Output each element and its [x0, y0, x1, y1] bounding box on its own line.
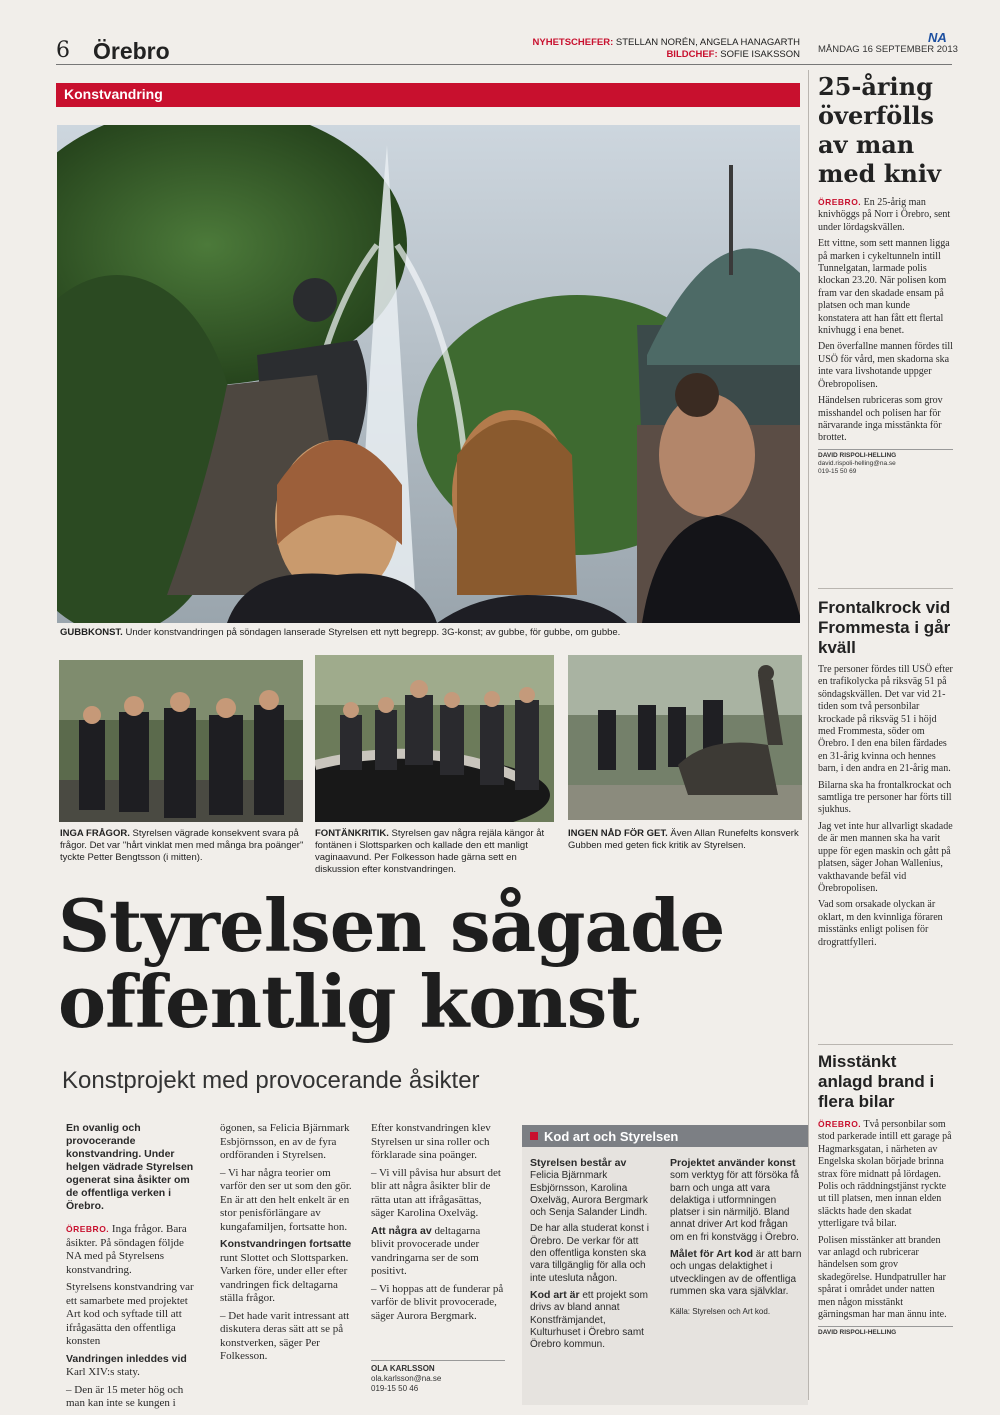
staff-credits [520, 37, 800, 61]
photo-chief: SOFIE ISAKSSON [720, 49, 800, 60]
dateline: ÖREBRO. [66, 1224, 110, 1234]
col1-p3: Karl XIV:s staty. [66, 1366, 140, 1378]
sidebar-3-dateline: ÖREBRO. [818, 1119, 862, 1129]
sidebar-2-p3: Jag vet inte hur allvarligt skadade de är men mannen ska ha varit uppe för egen maskin och gått på platsen, säger Johan Wallenius, vakthavande befäl vid Örebropolisen. [818, 820, 953, 894]
main-photo-caption [60, 627, 800, 639]
col3-p2: – Vi vill påvisa hur absurt det blir att några åsikter blir de rätta utan att ifrågasättas, säger Karolina Oxelväg. [371, 1166, 501, 1219]
fb-left-p3: ett projekt som drivs av bland annat Konstfrämjandet, Kulturhuset i Örebro samt Örebro kommun. [530, 1289, 648, 1351]
caption-2-lead: FONTÄNKRITIK. [315, 828, 389, 839]
issue-date: MÅNDAG 16 SEPTEMBER 2013 [818, 44, 958, 55]
sidebar-2-p2: Bilarna ska ha frontalkrockat och samtliga tre personer har förts till sjukhus. [818, 779, 952, 816]
sidebar-rule-1 [818, 588, 953, 589]
col1-p3-lead: Vandringen inleddes vid [66, 1352, 187, 1365]
col3-p3: deltagarna blivit provocerade under vandringarna ser de som positivt. [371, 1224, 481, 1277]
photo-chief-label: BILDCHEF: [666, 49, 718, 60]
kicker-label: Konstvandring [64, 86, 163, 102]
col2-p1: ögonen, sa Felicia Bjärnmark Esbjörnsson, en av de fyra ordföranden i Styrelsen. [220, 1122, 350, 1161]
col1-p1: Inga frågor. Bara åsikter. På söndagen följde NA med på Styrelsens konstvandring. [66, 1223, 187, 1276]
headline [58, 883, 808, 1044]
fb-right-p1-lead: Projektet använder konst [670, 1157, 796, 1169]
col3-p3-lead: Att några av [371, 1224, 432, 1237]
headline-line-1: Styrelsen sågade [58, 883, 725, 968]
col1-p4: – Den är 15 meter hög och man kan inte se kungen i [66, 1383, 184, 1409]
article-column-3 [371, 1122, 505, 1327]
sidebar-1-byline-name: DAVID RISPOLI-HELLING [818, 451, 897, 459]
main-caption-lead: GUBBKONST. [60, 627, 123, 638]
main-photo [57, 125, 800, 623]
col2-p4: – Det hade varit intressant att diskutera deras sätt att se på konstverken, säger Per Folkesson. [220, 1309, 350, 1362]
page-number: 6 [56, 38, 70, 63]
subhead: Konstprojekt med provocerande åsikter [62, 1067, 480, 1094]
news-chiefs-label: NYHETSCHEFER: [532, 37, 614, 48]
sidebar-2-p4: Vad som orsakade olyckan är oklart, m den kvinnliga föraren misstänks enligt polisen för drograttfylleri. [818, 899, 943, 948]
col3-p4: – Vi hoppas att de funderar på varför de blivit provocerade, säger Aurora Bergmark. [371, 1282, 504, 1322]
factbox [522, 1125, 808, 1405]
sidebar-2-headline: Frontalkrock vid Frommesta i går kväll [818, 598, 951, 657]
article-column-2 [220, 1122, 355, 1368]
small-photo-1 [59, 660, 303, 822]
col3-p1: Efter konstvandringen klev Styrelsen ur sina roller och förklarade sina poänger. [371, 1122, 491, 1161]
small-photo-3 [568, 655, 802, 820]
sidebar-3-headline: Misstänkt anlagd brand i flera bilar [818, 1052, 935, 1111]
article-ingress: En ovanlig och provocerande konstvandring. Under helgen vädrade Styrelsen ogenerat sina åsikter om de offentliga verken i Örebro. [66, 1122, 194, 1212]
fb-left-p1: Felicia Bjärnmark Esbjörnsson, Karolina Oxelväg, Aurora Bergmark och Senja Salander Lindh. [530, 1170, 648, 1219]
small-photo-2 [315, 655, 554, 822]
sidebar-1-dateline: ÖREBRO. [818, 197, 862, 207]
col2-p3-lead: Konstvandringen fortsatte [220, 1238, 352, 1250]
small-photo-2-caption [315, 828, 557, 876]
caption-3-text: Även Allan Runefelts konsverk Gubben med geten fick kritik av Styrelsen. [568, 828, 799, 851]
caption-2-text: Styrelsen gav några rejäla kängor åt fontänen i Slottsparken och kallade den ett manligt vaginaavund. Per Folkesson hade gärna sett en diskussion efter konstvandringen. [315, 828, 545, 875]
fb-right-p1: som verktyg för att försöka få barn och unga att vara delaktiga i utformningen platser i sin närmiljö. Bland annat driver Art kod frågan om en fri konstvägg i Örebro. [670, 1170, 799, 1243]
col2-p3: runt Slottet och Slottsparken. Varken före, under eller efter vandringen fick deltagarna ställa frågor. [220, 1251, 349, 1304]
col1-p2: Styrelsens konstvandring var ett samarbete med projektet Art kod och syftade till att ifrågasätta den offentliga konsten [66, 1281, 194, 1347]
main-caption-text: Under konstvandringen på söndagen lanserade Styrelsen ett nytt begrepp. 3G-konst; av gubbe, för gubbe, om gubbe. [122, 627, 621, 638]
newspaper-logo: NA [928, 30, 947, 45]
factbox-bullet-icon [530, 1132, 538, 1140]
factbox-left [530, 1157, 655, 1355]
sidebar-1-p4: Händelsen rubriceras som grov misshandel och polisen har för närvarande inga misstänkta för brottet. [818, 395, 943, 444]
fb-right-p2-lead: Målet för Art kod [670, 1248, 754, 1261]
sidebar-3-p1: Två personbilar som stod parkerade intill ett garage på Hagmarksgatan, i närheten av Engelska skolan började brinna strax före midnatt på lördagen. Polis och räddningstjänst ryckte ut till platsen, men innan elden släckts hade den skadat ytterligare två bilar. [818, 1119, 952, 1230]
sidebar-divider [808, 70, 809, 1400]
article-byline [371, 1360, 505, 1394]
section-title: Örebro [93, 38, 170, 64]
fb-left-p3-lead: Kod art är [530, 1288, 580, 1301]
sidebar-1-p3: Den överfallne mannen fördes till USÖ för vård, men skadorna ska inte vara livshotande uppger Örebropolisen. [818, 341, 953, 390]
sidebar-rule-2 [818, 1044, 953, 1045]
sidebar-3-p2: Polisen misstänker att branden var anlagd och rubricerar händelsen som grov skadegörelse. Hundpatruller har spårat i området under natten men någon misstänkt gärningsman har man ännu inte. [818, 1234, 947, 1321]
kicker-bar [56, 83, 800, 107]
news-chiefs: STELLAN NORÉN, ANGELA HANAGARTH [615, 37, 800, 48]
sidebar-2-p1: Tre personer fördes till USÖ efter en trafikolycka på riksväg 51 på söndagskvällen. Det var vid 21-tiden som två personbilar krockade på riksväg 51 i höjd med Frommesta, söder om Örebro. I den ena bilen färdades en 31-årig kvinna och hennes barn, i den andra en 21-årig man. [818, 664, 953, 775]
caption-1-text: Styrelsen vägrade konsekvent svara på frågor. Det var "hårt vinklat men med många bra poänger" tyckte Petter Bengtsson (i mitten). [60, 828, 304, 863]
col2-p2: – Vi har några teorier om varför den ser ut som den gör. En är att den helt enkelt är en stor penisförlängare av kungafamiljen, fortsatte hon. [220, 1166, 352, 1233]
factbox-header [522, 1125, 808, 1147]
sidebar-1-p2: Ett vittne, som sett mannen ligga på marken i cykeltunneln intill Tunnelgatan, larmade polis klockan 23.20. När polisen kom fram var den skadade ensam på platsen och man kunde konstatera att han fått ett flertal knivhugg i ena benet. [818, 238, 950, 337]
factbox-right [670, 1157, 802, 1323]
byline-name: OLA KARLSSON [371, 1364, 435, 1373]
article-column-1 [66, 1122, 201, 1415]
sidebar-1-byline [818, 449, 953, 476]
fb-left-p2: De har alla studerat konst i Örebro. De verkar för att den offentliga konsten ska vara tillgänglig för alla och inte utesluta någon. [530, 1223, 649, 1284]
sidebar-story-1 [818, 72, 953, 476]
small-photo-1-caption [60, 828, 304, 864]
sidebar-story-3 [818, 1052, 953, 1336]
header-rule [56, 64, 952, 65]
small-photo-3-caption [568, 828, 800, 852]
caption-1-lead: INGA FRÅGOR. [60, 828, 130, 839]
caption-3-lead: INGEN NÅD FÖR GET. [568, 828, 668, 839]
sidebar-1-byline-phone: 019-15 50 69 [818, 467, 857, 475]
fb-left-p1-lead: Styrelsen består av [530, 1157, 627, 1169]
sidebar-1-p1: En 25-årig man knivhöggs på Norr i Örebro, sent under lördagskvällen. [818, 197, 951, 233]
sidebar-1-headline: 25-åring överfölls av man med kniv [818, 72, 941, 188]
byline-phone: 019-15 50 46 [371, 1384, 419, 1393]
headline-line-2: offentlig konst [58, 959, 639, 1044]
sidebar-1-byline-email: david.rispoli-helling@na.se [818, 459, 896, 467]
byline-email: ola.karlsson@na.se [371, 1374, 442, 1383]
factbox-source: Källa: Styrelsen och Art kod. [670, 1307, 771, 1317]
factbox-title: Kod art och Styrelsen [544, 1128, 679, 1144]
sidebar-3-byline: DAVID RISPOLI-HELLING [818, 1326, 953, 1336]
sidebar-story-2 [818, 598, 953, 953]
fb-right-p2: är att barn och ungas delaktighet i utvecklingen av de offentliga rummen ska vara självklar. [670, 1249, 802, 1297]
